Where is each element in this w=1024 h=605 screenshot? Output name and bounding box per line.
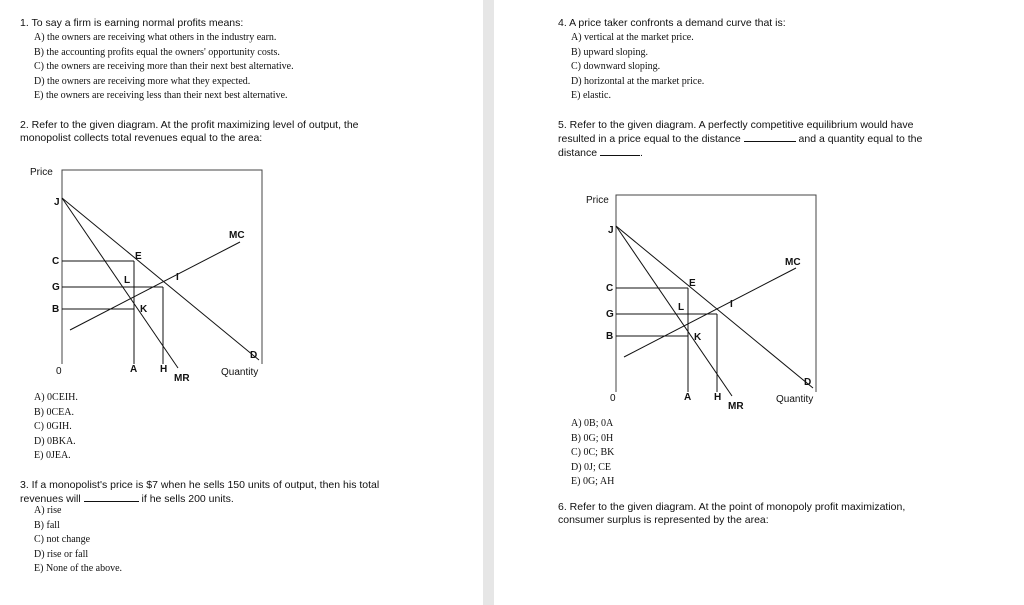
label-a: A xyxy=(130,364,138,375)
diagram-frame xyxy=(616,195,816,392)
label-h: H xyxy=(714,392,722,403)
q2-option-a: A) 0CEIH. xyxy=(34,392,78,403)
q1-option-e: E) the owners are receiving less than their next best alternative. xyxy=(34,90,288,102)
label-e: E xyxy=(689,278,696,289)
label-j: J xyxy=(608,225,614,236)
label-i: I xyxy=(176,272,179,283)
q2-option-c: C) 0GIH. xyxy=(34,421,72,433)
label-d: D xyxy=(250,350,258,361)
label-k: K xyxy=(140,304,148,315)
label-mc: MC xyxy=(229,230,245,241)
q3-stem-part2: revenues will xyxy=(20,493,81,505)
label-b: B xyxy=(606,331,614,342)
q3-option-b: B) fall xyxy=(34,519,60,531)
monopoly-diagram-q5 xyxy=(494,0,1024,420)
q4-option-d: D) horizontal at the market price. xyxy=(571,75,705,87)
label-g: G xyxy=(606,309,614,320)
q2-option-e: E) 0JEA. xyxy=(34,450,71,462)
q1-option-a: A) the owners are receiving what others in the industry earn. xyxy=(34,32,277,43)
label-i: I xyxy=(730,299,733,310)
q3-stem-part3: if he sells 200 units. xyxy=(141,493,234,505)
label-b: B xyxy=(52,304,60,315)
q5-stem-part2: resulted in a price equal to the distance xyxy=(558,133,741,145)
q3-answer-blank xyxy=(84,492,139,502)
q6-stem-line1: 6. Refer to the given diagram. At the point of monopoly profit maximization, xyxy=(558,501,906,513)
q4-option-e: E) elastic. xyxy=(571,90,611,102)
q4-stem: 4. A price taker confronts a demand curve that is: xyxy=(558,17,786,29)
q2-options xyxy=(34,391,78,464)
price-axis-label: Price xyxy=(586,195,609,206)
q4-option-a: A) vertical at the market price. xyxy=(571,32,694,43)
label-mr: MR xyxy=(174,373,190,384)
q2-option-b: B) 0CEA. xyxy=(34,406,74,418)
monopoly-diagram-q2 xyxy=(0,0,483,390)
q1-option-d: D) the owners are receiving more what they expected. xyxy=(34,75,251,87)
q5-option-a: A) 0B; 0A xyxy=(571,418,614,429)
label-a: A xyxy=(684,392,692,403)
q4-option-c: C) downward sloping. xyxy=(571,61,661,73)
q5-option-d: D) 0J; CE xyxy=(571,461,611,473)
q3-option-e: E) None of the above. xyxy=(34,563,123,575)
mc-curve xyxy=(624,268,796,357)
left-page xyxy=(0,0,483,605)
q3-stem xyxy=(20,479,379,506)
label-c: C xyxy=(606,283,614,294)
label-j: J xyxy=(54,197,60,208)
quantity-axis-label: Quantity xyxy=(221,367,259,378)
label-h: H xyxy=(160,364,168,375)
mc-curve xyxy=(70,242,240,330)
label-origin: 0 xyxy=(56,366,62,377)
label-mr: MR xyxy=(728,401,744,412)
q5-option-c: C) 0C; BK xyxy=(571,447,615,459)
label-origin: 0 xyxy=(610,393,616,404)
q3-stem-line1: 3. If a monopolist's price is $7 when he sells 150 units of output, then his total xyxy=(20,479,380,491)
right-page xyxy=(494,0,1024,605)
q3-option-a: A) rise xyxy=(34,505,62,516)
q5-options xyxy=(571,417,614,490)
q6-stem xyxy=(558,501,905,527)
q6-stem-line2: consumer surplus is represented by the area: xyxy=(558,514,769,526)
mr-curve xyxy=(616,226,732,396)
label-l: L xyxy=(678,302,685,313)
label-mc: MC xyxy=(785,257,801,268)
label-l: L xyxy=(124,275,131,286)
quantity-axis-label: Quantity xyxy=(776,394,814,405)
q5-option-b: B) 0G; 0H xyxy=(571,432,614,444)
q5-stem-line1: 5. Refer to the given diagram. A perfectly competitive equilibrium would have xyxy=(558,119,914,131)
label-c: C xyxy=(52,256,60,267)
label-d: D xyxy=(804,377,812,388)
q5-option-e: E) 0G; AH xyxy=(571,476,615,488)
q2-stem-line2: monopolist collects total revenues equal to the area: xyxy=(20,132,263,144)
q1-stem: 1. To say a firm is earning normal profits means: xyxy=(20,17,244,29)
q5-stem-part3: and a quantity equal to the xyxy=(798,133,923,145)
q1-option-c: C) the owners are receiving more than their next best alternative. xyxy=(34,61,294,73)
q2-stem-line1: 2. Refer to the given diagram. At the profit maximizing level of output, the xyxy=(20,119,359,131)
q1-option-b: B) the accounting profits equal the owners' opportunity costs. xyxy=(34,46,280,58)
q3-option-c: C) not change xyxy=(34,534,91,546)
q3-option-d: D) rise or fall xyxy=(34,548,89,560)
demand-curve xyxy=(616,226,813,388)
label-k: K xyxy=(694,332,702,343)
q5-stem-part5: . xyxy=(640,147,643,159)
diagram-frame xyxy=(62,170,262,364)
q5-stem-part4: distance xyxy=(558,147,598,159)
label-g: G xyxy=(52,282,60,293)
price-axis-label: Price xyxy=(30,167,53,178)
label-e: E xyxy=(135,251,142,262)
demand-curve xyxy=(62,198,259,360)
q2-option-d: D) 0BKA. xyxy=(34,435,76,447)
q4-option-b: B) upward sloping. xyxy=(571,46,648,58)
q3-options xyxy=(34,504,122,577)
